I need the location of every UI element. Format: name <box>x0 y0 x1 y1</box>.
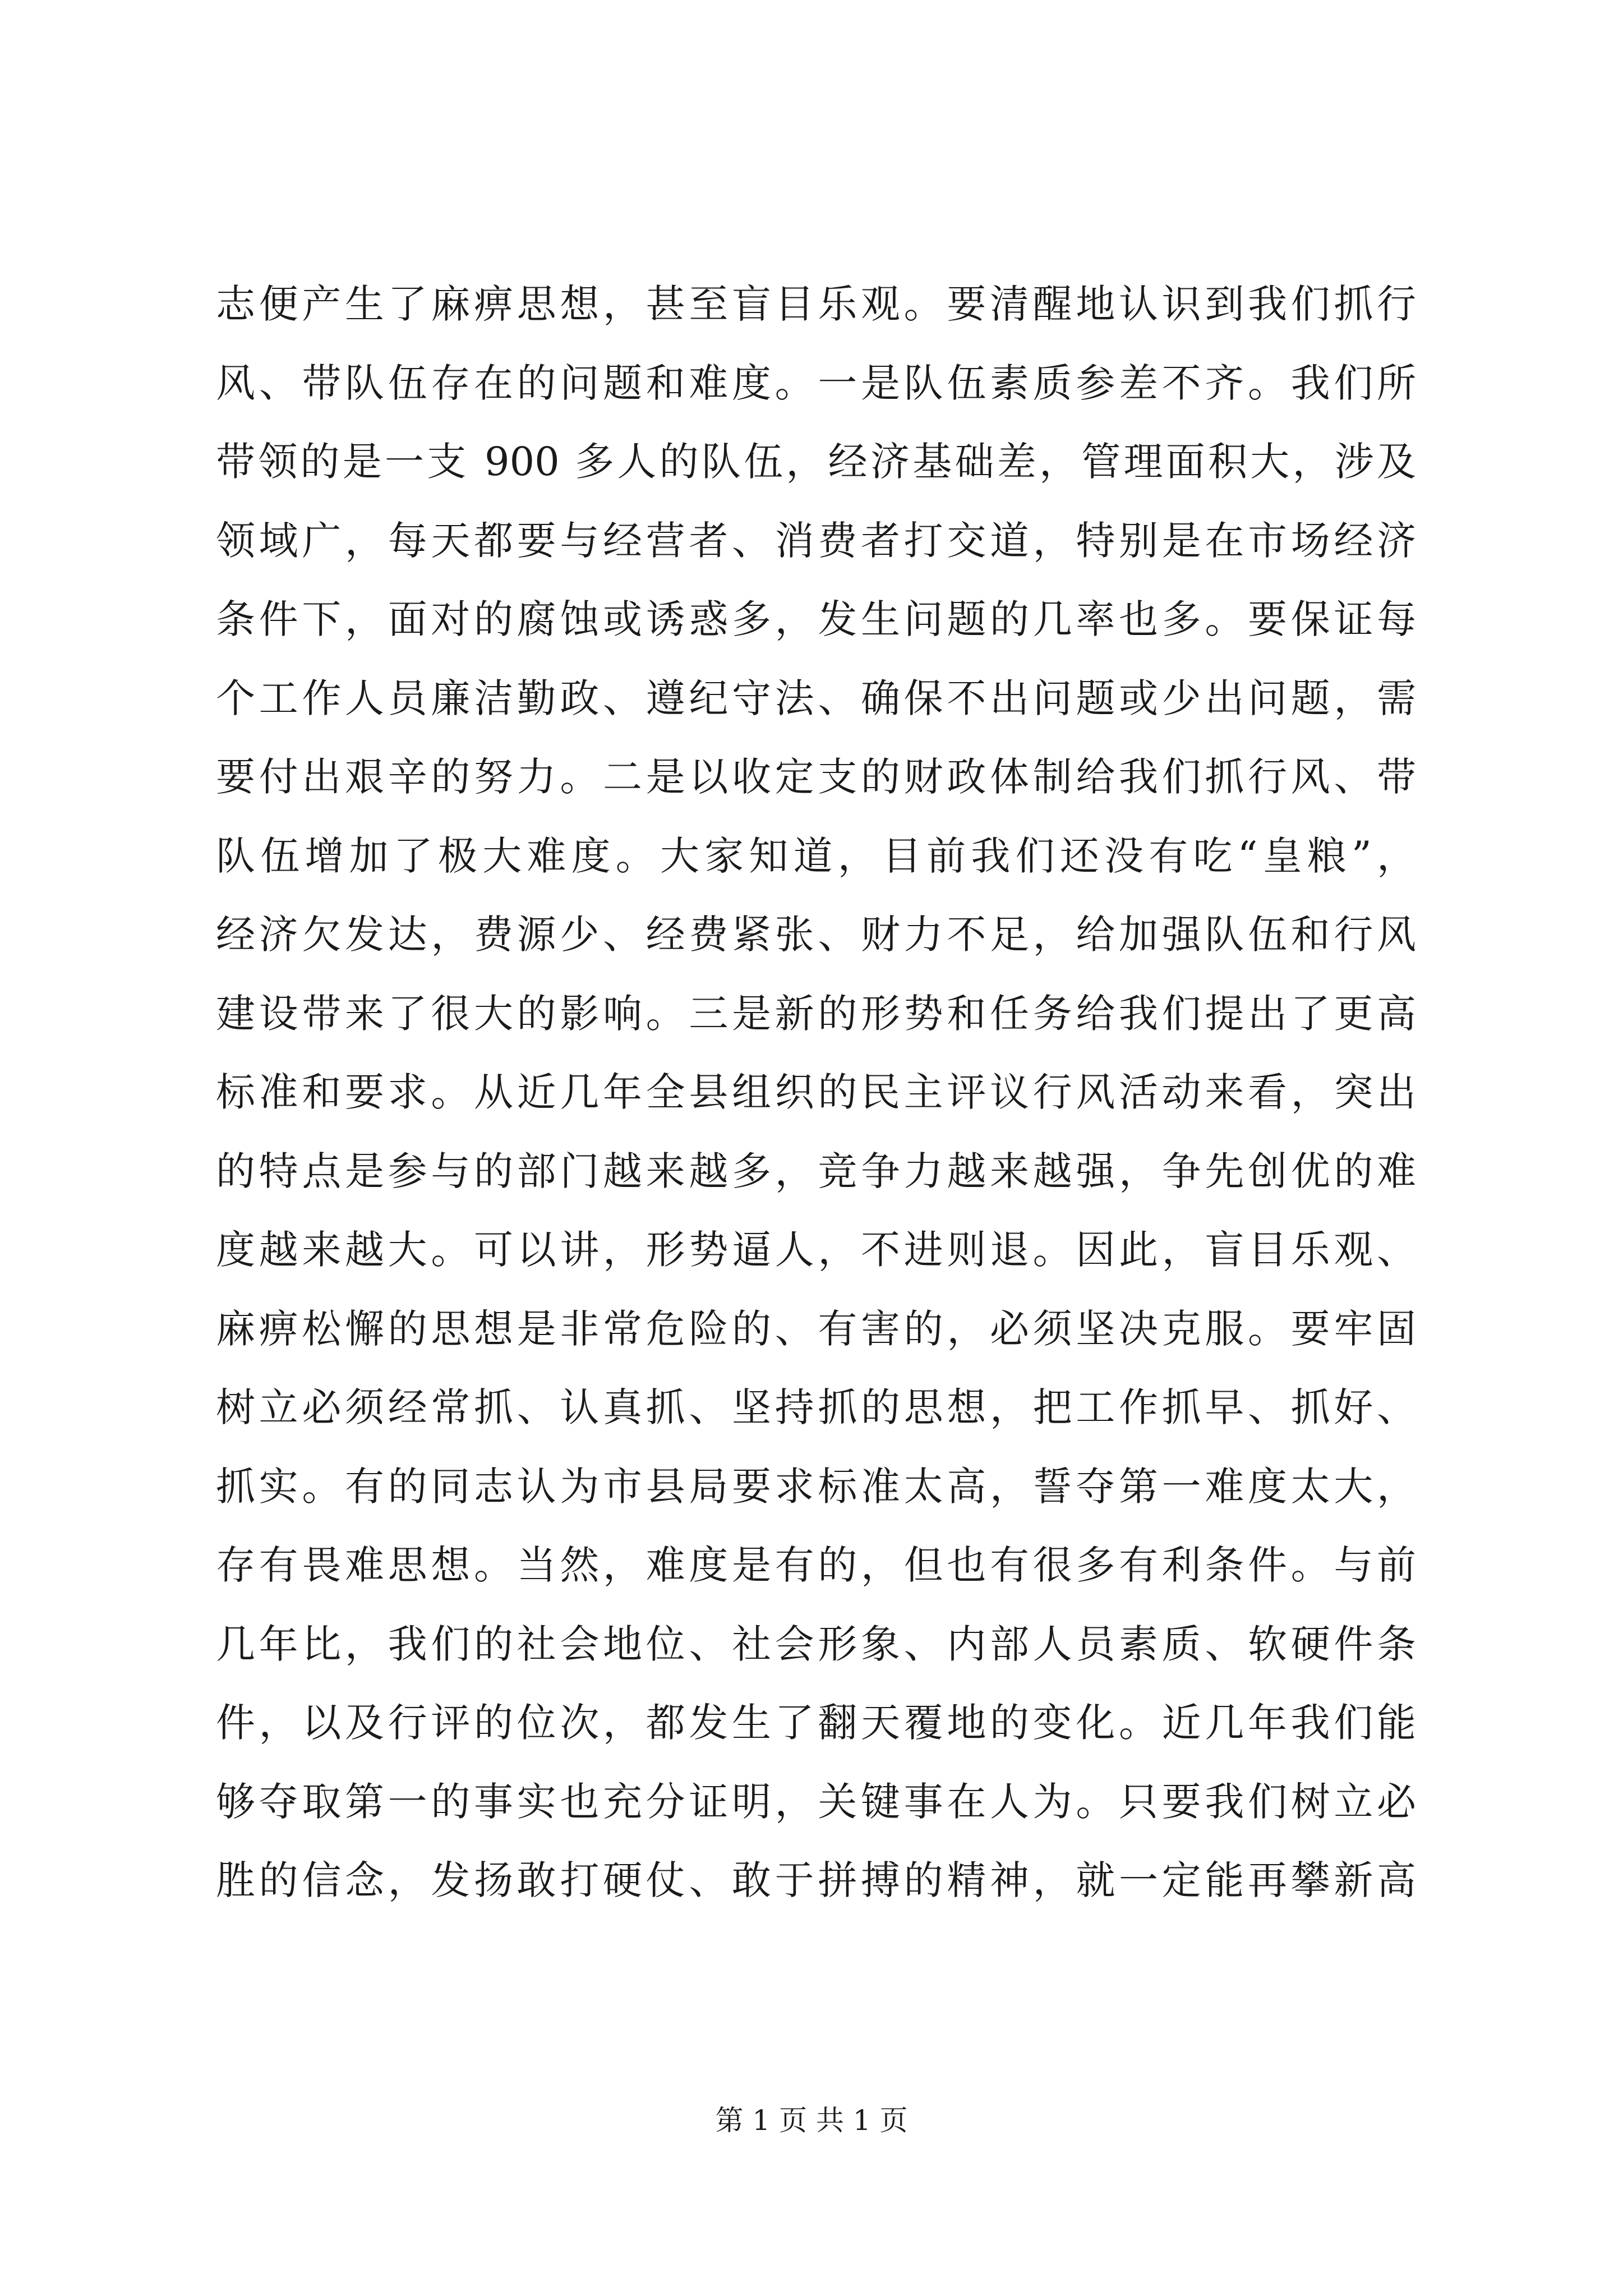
text-line: 抓实。有的同志认为市县局要求标准太高，誓夺第一难度太大， <box>216 1463 1416 1510</box>
text-line: 队伍增加了极大难度。大家知道，目前我们还没有吃“皇粮”， <box>216 832 1416 879</box>
text-line: 个工作人员廉洁勤政、遵纪守法、确保不出问题或少出问题，需 <box>216 675 1416 721</box>
text-line: 够夺取第一的事实也充分证明，关键事在人为。只要我们树立必 <box>216 1778 1416 1825</box>
text-line: 要付出艰辛的努力。二是以收定支的财政体制给我们抓行风、带 <box>216 754 1416 800</box>
text-line: 度越来越大。可以讲，形势逼人，不进则退。因此，盲目乐观、 <box>216 1227 1416 1273</box>
body-text <box>216 265 1416 1920</box>
text-line: 志便产生了麻痹思想，甚至盲目乐观。要清醒地认识到我们抓行 <box>216 281 1416 327</box>
text-line: 几年比，我们的社会地位、社会形象、内部人员素质、软硬件条 <box>216 1621 1416 1667</box>
text-line: 标准和要求。从近几年全县组织的民主评议行风活动来看，突出 <box>216 1069 1416 1115</box>
page-footer: 第 1 页 共 1 页 <box>715 2104 908 2137</box>
text-line: 的特点是参与的部门越来越多，竞争力越来越强，争先创优的难 <box>216 1148 1416 1194</box>
text-line: 带领的是一支 900 多人的队伍，经济基础差，管理面积大，涉及 <box>216 439 1416 485</box>
text-line: 麻痹松懈的思想是非常危险的、有害的，必须坚决克服。要牢固 <box>216 1305 1416 1352</box>
text-line: 经济欠发达，费源少、经费紧张、财力不足，给加强队伍和行风 <box>216 912 1416 958</box>
text-line: 胜的信念，发扬敢打硬仗、敢于拼搏的精神，就一定能再攀新高 <box>216 1857 1416 1903</box>
text-line: 树立必须经常抓、认真抓、坚持抓的思想，把工作抓早、抓好、 <box>216 1384 1416 1430</box>
text-line: 条件下，面对的腐蚀或诱惑多，发生问题的几率也多。要保证每 <box>216 596 1416 642</box>
text-line: 风、带队伍存在的问题和难度。一是队伍素质参差不齐。我们所 <box>216 360 1416 406</box>
text-line: 存有畏难思想。当然，难度是有的，但也有很多有利条件。与前 <box>216 1542 1416 1588</box>
text-line: 建设带来了很大的影响。三是新的形势和任务给我们提出了更高 <box>216 990 1416 1037</box>
text-line: 领域广，每天都要与经营者、消费者打交道，特别是在市场经济 <box>216 517 1416 564</box>
text-line: 件，以及行评的位次，都发生了翻天覆地的变化。近几年我们能 <box>216 1700 1416 1746</box>
